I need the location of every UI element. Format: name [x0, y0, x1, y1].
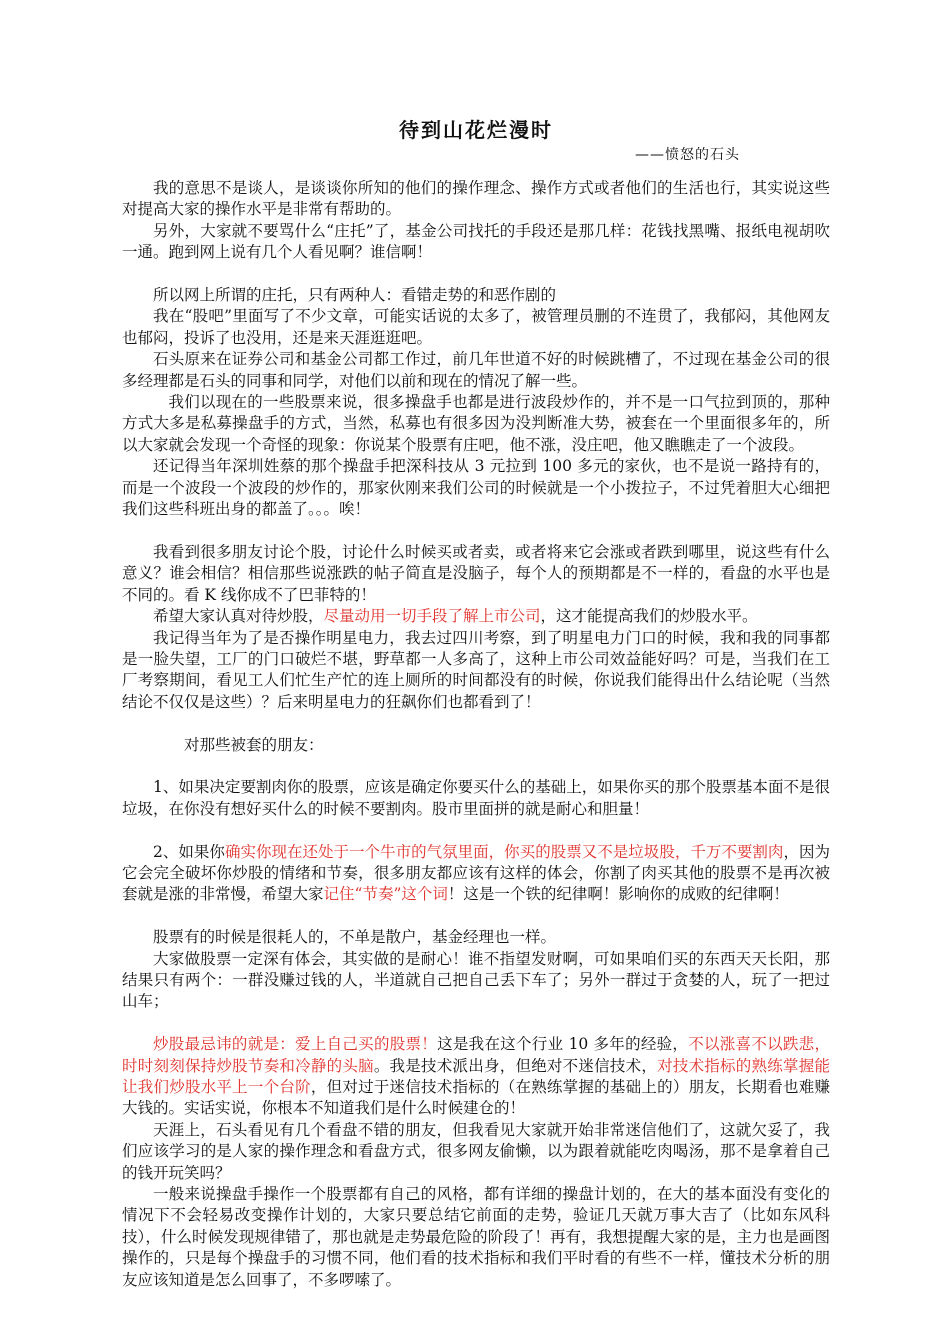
- paragraph: [122, 842, 830, 906]
- paragraph: [122, 306, 830, 349]
- highlighted-text: 不以涨喜不以跌悲，时时刻刻保持炒股节奏和冷静的头脑: [122, 1035, 830, 1075]
- spacer: [122, 756, 830, 777]
- paragraph: [122, 1034, 830, 1120]
- spacer: [122, 520, 830, 541]
- spacer: [122, 264, 830, 285]
- highlighted-text: 对技术指标的熟练掌握能让我们炒股水平上一个台阶: [122, 1056, 830, 1096]
- spacer: [122, 820, 830, 841]
- paragraph: [122, 606, 830, 627]
- paragraph: [122, 542, 830, 606]
- text-run: ，但对过于迷信技术指标的（在熟练掌握的基础上的）朋友，长期看也难赚大钱的。实话实说，你根本不知道我们是什么时候建仓的！: [122, 1077, 830, 1118]
- spacer: [122, 713, 830, 734]
- paragraph: [122, 1184, 830, 1291]
- text-run: 石头原来在证券公司和基金公司都工作过，前几年世道不好的时候跳槽了，不过现在基金公司的很多经理都是石头的同事和同学，对他们以前和现在的情况了解一些。: [122, 350, 830, 390]
- highlighted-text: 确实你现在还处于一个牛市的气氛里面，你买的股票又不是垃圾股，千万不要割肉: [224, 842, 784, 861]
- paragraph: [122, 777, 830, 820]
- text-run: 我的意思不是谈人，是谈谈你所知的他们的操作理念、操作方式或者他们的生活也行，其实说这些对提高大家的操作水平是非常有帮助的。: [122, 179, 830, 219]
- text-run: 我看到很多朋友讨论个股，讨论什么时候买或者卖，或者将来它会涨或者跌到哪里，说这些有什么意义？谁会相信？相信那些说涨跌的帖子简直是没脑子，每个人的预期都是不一样的，看盘的水平也是不同的。看 K 线你成不了巴菲特的！: [122, 542, 830, 604]
- paragraph: [122, 349, 830, 392]
- text-run: 一般来说操盘手操作一个股票都有自己的风格，都有详细的操盘计划的，在大的基本面没有变化的情况下不会轻易改变操作计划的，大家只要总结它前面的走势，验证几天就万事大吉了（比如东风科技），什么时候发现规律错了，那也就是走势最危险的阶段了！再有，我想提醒大家的是，主力也是画图操作的，只是每个操盘手的习惯不同，他们看的技术指标和我们平时看的有些不一样，懂技术分析的朋友应该知道是怎么回事了，不多啰嗦了。: [122, 1184, 830, 1289]
- paragraph: [122, 285, 830, 306]
- paragraph: [122, 628, 830, 714]
- text-run: 还记得当年深圳姓蔡的那个操盘手把深科技从 3 元拉到 100 多元的家伙，也不是说一路持有的，而是一个波段一个波段的炒作的，那家伙刚来我们公司的时候就是一个小拨拉子，不过凭着胆大心细把我们这些科班出身的都盖了。。。唉！: [122, 457, 830, 519]
- text-run: ，因为它会完全破坏你炒股的情绪和节奏，很多朋友都应该有这样的体会，你割了肉买其他的股票不是再次被套就是涨的非常慢，希望大家: [122, 842, 830, 904]
- text-run: 股票有的时候是很耗人的，不单是散户，基金经理也一样。: [153, 928, 557, 947]
- paragraph: [122, 927, 830, 948]
- paragraph: [122, 735, 830, 756]
- highlighted-text: 记住“节奏”这个词: [323, 885, 448, 904]
- highlighted-text: 尽量动用一切手段了解上市公司: [323, 607, 541, 626]
- document-page: [122, 112, 830, 1291]
- paragraph: [122, 456, 830, 520]
- text-run: 我记得当年为了是否操作明星电力，我去过四川考察，到了明星电力门口的时候，我和我的同事都是一脸失望，工厂的门口破烂不堪，野草都一人多高了，这种上市公司效益能好吗？可是，当我们在工厂考察期间，看见工人们忙生产忙的连上厕所的时间都没有的时候，你说我们能得出什么结论呢（当然结论不仅仅是这些）？后来明星电力的狂飙你们也都看到了！: [122, 628, 830, 711]
- document-subtitle: ——愤怒的石头: [635, 147, 740, 163]
- text-run: 1、如果决定要割肉你的股票，应该是确定你要买什么的基础上，如果你买的那个股票基本面不是很垃圾，在你没有想好买什么的时候不要割肉。股市里面拼的就是耐心和胆量！: [122, 778, 830, 818]
- text-run: 我在“股吧”里面写了不少文章，可能实话说的太多了，被管理员删的不连贯了，我郁闷，其他网友也郁闷，投诉了也没用，还是来天涯逛逛吧。: [122, 307, 830, 347]
- highlighted-text: 炒股最忌讳的就是：爱上自己买的股票！: [153, 1035, 438, 1054]
- text-run: 希望大家认真对待炒股，: [153, 607, 324, 626]
- paragraph: [122, 1120, 830, 1184]
- text-run: 所以网上所谓的庄托，只有两种人：看错走势的和恶作剧的: [153, 286, 557, 305]
- text-run: 另外，大家就不要骂什么“庄托”了，基金公司找托的手段还是那几样：花钱找黑嘴、报纸电视胡吹一通。跑到网上说有几个人看见啊？谁信啊！: [122, 221, 830, 262]
- document-title: 待到山花烂漫时: [399, 118, 553, 142]
- text-run: 大家做股票一定深有体会，其实做的是耐心！谁不指望发财啊，可如果咱们买的东西天天长阳，那结果只有两个：一群没赚过钱的人，半道就自己把自己丢下车了；另外一群过于贪婪的人，玩了一把过山车；: [122, 949, 830, 1011]
- text-run: ！这是一个铁的纪律啊！影响你的成败的纪律啊！: [447, 885, 789, 904]
- paragraph: [122, 392, 830, 456]
- paragraph: [122, 949, 830, 1013]
- text-run: 天涯上，石头看见有几个看盘不错的朋友，但我看见大家就开始非常迷信他们了，这就欠妥了，我们应该学习的是人家的操作理念和看盘方式，很多网友偷懒，以为跟着就能吃肉喝汤，那不是拿着自己的钱开玩笑吗？: [122, 1120, 830, 1182]
- text-run: 这是我在这个行业 10 多年的经验，: [437, 1035, 689, 1054]
- text-run: 。我是技术派出身，但绝对不迷信技术，: [373, 1056, 658, 1075]
- text-run: 我们以现在的一些股票来说，很多操盘手也都是进行波段炒作的，并不是一口气拉到顶的，那种方式大多是私募操盘手的方式，当然，私募也有很多因为没判断准大势，被套在一个里面很多年的，所以大家就会发现一个奇怪的现象：你说某个股票有庄吧，他不涨，没庄吧，他又瞧瞧走了一个波段。: [122, 393, 830, 454]
- spacer: [122, 1013, 830, 1034]
- text-run: 对那些被套的朋友：: [184, 735, 324, 754]
- text-run: 2、如果你: [153, 842, 225, 861]
- text-run: ，这才能提高我们的炒股水平。: [540, 607, 758, 626]
- paragraph: [122, 178, 830, 221]
- paragraph: [122, 221, 830, 264]
- spacer: [122, 906, 830, 927]
